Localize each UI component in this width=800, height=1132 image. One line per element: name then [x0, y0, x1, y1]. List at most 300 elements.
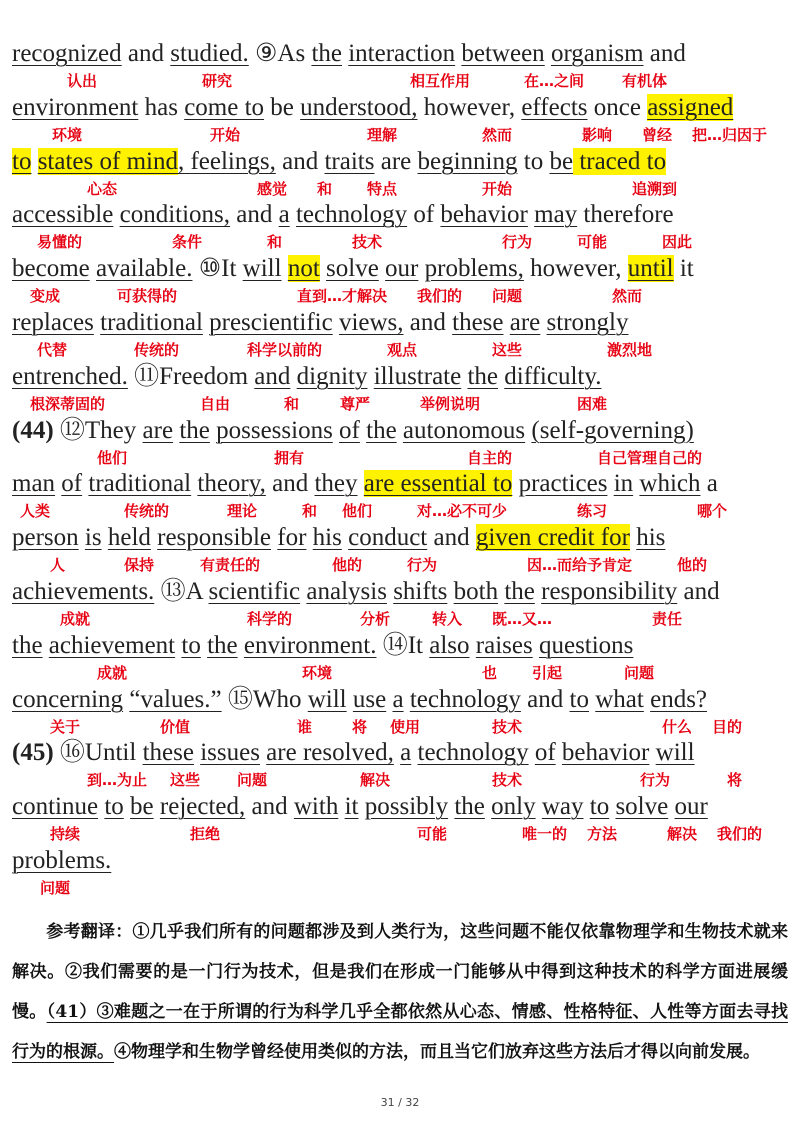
word: traits [324, 147, 375, 175]
word: to [589, 793, 610, 821]
word: his [312, 524, 342, 552]
passage-line [12, 791, 792, 845]
word: ⑩It [192, 255, 243, 283]
gloss-label: 自由 [200, 394, 231, 413]
word: they [314, 470, 358, 498]
word: shifts [393, 578, 448, 605]
gloss-label: 环境 [52, 125, 83, 144]
word: and [520, 685, 570, 713]
gloss-label: 科学的 [247, 610, 293, 628]
gloss-label: 我们的 [717, 825, 763, 844]
gloss-label: 问题 [624, 663, 655, 682]
chinese-gloss-row [12, 662, 800, 682]
gloss-label: 困难 [577, 394, 608, 413]
word: “values.” [129, 685, 222, 713]
word: of [534, 739, 556, 767]
word: only [491, 793, 536, 821]
gloss-label: 环境 [302, 663, 333, 682]
gloss-label: 问题 [40, 879, 71, 897]
gloss-label: 观点 [387, 341, 418, 359]
chinese-gloss-row [12, 877, 800, 897]
word: raises [475, 631, 533, 659]
word: technology [409, 685, 521, 713]
passage-line [12, 253, 792, 307]
translation-part-2-underlined: （41）③难题之一在于所谓的行为科学几乎全都依然从心态、情感、性格特征、人性等方面去寻找行为的根源。 [12, 1002, 789, 1062]
gloss-label: 转入 [432, 610, 463, 628]
word: to [517, 147, 550, 175]
word: may [534, 201, 578, 229]
word: our [674, 793, 708, 821]
chinese-gloss-row [12, 716, 800, 736]
english-text [12, 576, 720, 608]
word: replaces [12, 309, 94, 336]
word: of [339, 416, 360, 444]
word: to [569, 685, 589, 713]
gloss-label: 解决 [360, 771, 391, 790]
english-text [12, 791, 708, 823]
word: (self-governing) [531, 416, 694, 444]
word: once [587, 93, 648, 121]
word: and [403, 309, 453, 336]
gloss-label: 成就 [60, 610, 91, 628]
word: and [121, 40, 171, 67]
word: behavior [440, 201, 528, 229]
passage-line [12, 199, 792, 253]
gloss-label: 问题 [492, 287, 523, 306]
chinese-gloss-row [12, 285, 800, 305]
english-text [12, 522, 665, 554]
word: (44) [12, 416, 54, 444]
passage-line [12, 415, 792, 469]
word: between [461, 40, 545, 67]
word: and [643, 40, 686, 67]
word: environment. [243, 631, 377, 659]
chinese-gloss-row [12, 554, 800, 574]
word: issues [200, 739, 260, 767]
gloss-label: 技术 [492, 771, 523, 790]
gloss-label: 可能 [417, 825, 448, 844]
highlighted-phrase: are essential to [363, 470, 513, 498]
word: therefore [577, 201, 674, 229]
word: accessible [12, 201, 114, 229]
word: prescientific [209, 309, 333, 336]
word: will [655, 739, 695, 767]
gloss-label: 把…归因于 [692, 125, 768, 144]
word: will [242, 255, 282, 283]
passage-line [12, 468, 792, 522]
word: practices [518, 470, 608, 498]
passage-line [12, 737, 792, 791]
gloss-label: 他们 [97, 448, 128, 467]
word: views, [338, 309, 404, 336]
gloss-label: 激烈地 [607, 341, 653, 359]
gloss-label: 行为 [502, 233, 533, 252]
word: are [374, 147, 418, 175]
passage-line [12, 307, 792, 361]
chinese-gloss-row [12, 393, 800, 413]
word: his [636, 524, 666, 552]
word: will [307, 685, 347, 713]
gloss-label: 将 [727, 771, 743, 790]
word: man [12, 470, 56, 498]
word: (45) [12, 739, 54, 767]
word: achievement [48, 631, 176, 659]
word: and [245, 793, 294, 821]
word: which [639, 470, 701, 498]
word: a [700, 470, 718, 498]
word: and [230, 201, 279, 229]
passage-line [12, 92, 792, 146]
english-text [12, 845, 111, 877]
gloss-label: 因此 [662, 233, 693, 252]
word: however, [523, 255, 628, 283]
gloss-label: 因…而给予肯定 [527, 556, 633, 575]
english-text [12, 737, 695, 769]
word: problems, [424, 255, 524, 283]
word: scientific [208, 578, 301, 605]
gloss-label: 易懂的 [37, 233, 83, 252]
word: recognized [12, 40, 122, 67]
passage-line [12, 146, 792, 200]
gloss-label: 既…又… [492, 610, 553, 628]
translation-part-3: ④物理学和生物学曾经使用类似的方法，而且当它们放弃这些方法后才得以向前发展。 [114, 1042, 760, 1062]
word: ⑫They [53, 416, 143, 444]
gloss-label: 目的 [712, 717, 743, 736]
word: come to [184, 93, 265, 121]
gloss-label: 练习 [577, 502, 608, 521]
passage-line [12, 845, 792, 899]
chinese-gloss-row [12, 178, 800, 198]
gloss-label: 特点 [367, 179, 398, 198]
gloss-label: 技术 [492, 717, 523, 736]
gloss-label: 他的 [677, 556, 708, 575]
chinese-gloss-row [12, 70, 800, 90]
word: are [509, 309, 541, 336]
chinese-gloss-row [12, 231, 800, 251]
word: it [344, 793, 359, 821]
gloss-label: 技术 [352, 233, 383, 252]
word: solve [326, 255, 379, 283]
gloss-label: 条件 [172, 233, 203, 252]
word: are [142, 416, 174, 444]
word: has [138, 93, 185, 121]
chinese-gloss-row [12, 339, 800, 359]
gloss-label: 开始 [482, 179, 513, 198]
english-text [12, 199, 674, 231]
word: traditional [100, 309, 203, 336]
word: and [265, 470, 315, 498]
word: possessions [216, 416, 333, 444]
word: to [181, 631, 201, 659]
gloss-label: 方法 [587, 825, 618, 844]
word: a [392, 685, 404, 713]
word: responsible [157, 524, 272, 552]
word: and [254, 362, 291, 390]
gloss-label: 研究 [202, 72, 233, 90]
word: behavior [561, 739, 650, 767]
passage-line [12, 522, 792, 576]
word: the [179, 416, 210, 444]
word: feelings, [190, 147, 276, 175]
english-text [12, 361, 601, 393]
passage-line [12, 576, 792, 630]
gloss-label: 直到…才解决 [297, 287, 388, 306]
gloss-label: 责任 [652, 610, 683, 628]
chinese-gloss-row [12, 124, 800, 144]
word: interaction [348, 40, 456, 67]
word: be [264, 93, 301, 121]
gloss-label: 成就 [97, 663, 128, 682]
gloss-label: 尊严 [340, 394, 371, 413]
page-number: 31 / 32 [380, 1096, 420, 1109]
gloss-label: 然而 [482, 125, 513, 144]
gloss-label: 自己管理自己的 [597, 448, 703, 467]
gloss-label: 理解 [367, 125, 398, 144]
gloss-label: 有机体 [622, 72, 668, 90]
word: the [504, 578, 535, 605]
word: a [278, 201, 290, 229]
word: held [107, 524, 151, 552]
gloss-label: 谁 [297, 717, 313, 736]
word: it [673, 255, 694, 283]
gloss-label: 和 [284, 394, 300, 413]
gloss-label: 行为 [640, 771, 671, 790]
gloss-label: 根深蒂固的 [30, 394, 106, 413]
word: traditional [88, 470, 192, 498]
word: a [400, 739, 412, 767]
word: problems. [12, 847, 112, 874]
gloss-label: 可获得的 [117, 287, 178, 306]
reference-translation [12, 912, 788, 1072]
gloss-label: 可能 [577, 233, 608, 252]
gloss-label: 举例说明 [420, 394, 481, 413]
word: ⑪Freedom [127, 362, 255, 390]
word: both [453, 578, 499, 605]
english-text [12, 253, 694, 285]
word: these [142, 739, 194, 767]
gloss-label: 分析 [360, 610, 391, 628]
word: become [12, 255, 90, 283]
word: studied. [170, 40, 249, 67]
gloss-label: 行为 [407, 556, 438, 575]
word: difficulty. [504, 362, 602, 390]
english-text [12, 38, 686, 70]
word: way [541, 793, 584, 821]
gloss-label: 曾经 [642, 125, 673, 144]
english-text [12, 415, 694, 447]
word: the [12, 631, 43, 659]
word: organism [550, 40, 644, 67]
highlighted-phrase: states of mind [37, 147, 178, 175]
gloss-label: 科学以前的 [247, 341, 323, 359]
word: and [677, 578, 720, 605]
highlighted-phrase: given credit for [475, 524, 630, 552]
word: the [311, 40, 342, 67]
gloss-label: 相互作用 [410, 72, 471, 90]
word: environment [12, 93, 139, 121]
word: use [352, 685, 387, 713]
gloss-label: 传统的 [124, 502, 170, 521]
word [358, 470, 364, 497]
gloss-label: 这些 [492, 341, 523, 359]
gloss-label: 人 [50, 556, 66, 575]
word: solve [615, 793, 669, 821]
gloss-label: 和 [317, 179, 333, 198]
gloss-label: 变成 [30, 287, 61, 306]
word: ⑯Until [53, 739, 143, 767]
word: ends? [650, 685, 708, 713]
passage-line [12, 630, 792, 684]
word: the [467, 362, 499, 390]
english-text [12, 92, 733, 124]
word: ⑮Who [221, 685, 308, 713]
gloss-label: 认出 [67, 72, 98, 90]
gloss-label: 我们的 [417, 287, 463, 306]
word: , [177, 147, 191, 175]
gloss-label: 代替 [37, 341, 68, 359]
word: rejected, [159, 793, 246, 821]
word: responsibility [541, 578, 678, 605]
gloss-label: 哪个 [697, 502, 728, 521]
word: theory, [197, 470, 266, 498]
word: these [452, 309, 504, 336]
gloss-label: 人类 [20, 502, 51, 521]
gloss-label: 在…之间 [524, 72, 585, 90]
word: the [207, 631, 238, 659]
gloss-label: 解决 [667, 825, 698, 844]
word: person [12, 524, 79, 552]
word: achievements. [12, 578, 155, 605]
gloss-label: 他的 [332, 556, 363, 575]
gloss-label: 自主的 [467, 448, 513, 467]
word: with [293, 793, 339, 821]
word: entrenched. [12, 362, 128, 390]
highlighted-phrase: to [12, 147, 32, 175]
word: conduct [348, 524, 428, 552]
word: conditions, [119, 201, 231, 229]
gloss-label: 关于 [50, 717, 81, 736]
word: available. [95, 255, 193, 283]
gloss-label: 和 [302, 502, 318, 521]
word: of [407, 201, 441, 229]
word: the [454, 793, 485, 821]
gloss-label: 对…必不可少 [417, 502, 508, 521]
word: our [385, 255, 419, 283]
gloss-label: 他们 [342, 502, 373, 521]
chinese-gloss-row [12, 447, 800, 467]
word: ⑨As [248, 40, 312, 67]
word: ⑬A [154, 578, 209, 605]
word: technology [295, 201, 408, 229]
chinese-gloss-row [12, 608, 800, 628]
gloss-label: 什么 [662, 717, 693, 736]
gloss-label: 这些 [170, 771, 201, 790]
word: to [104, 793, 124, 821]
word: what [595, 685, 644, 713]
word: the [366, 416, 397, 444]
highlighted-phrase: until [627, 255, 674, 283]
word: be [130, 793, 154, 821]
passage-line [12, 38, 792, 92]
word: of [61, 470, 83, 498]
english-text [12, 684, 707, 716]
gloss-label: 理论 [227, 502, 258, 521]
word: are resolved, [266, 739, 394, 767]
gloss-label: 保持 [124, 556, 155, 575]
word: for [277, 524, 307, 552]
translation-part-1: 参考翻译：①几乎我们所有的问题都涉及到人类行为，这些问题不能仅依靠物理学和生物技术就来解决。②我们需要的是一门行为技术，但是我们在形成一门能够从中得到这种技术的科学方面进展缓慢。 [12, 922, 788, 1022]
word: in [613, 470, 634, 498]
gloss-label: 持续 [50, 825, 81, 844]
word: effects [521, 93, 588, 121]
gloss-label: 感觉 [257, 179, 288, 198]
gloss-label: 也 [482, 663, 498, 682]
chinese-gloss-row [12, 769, 800, 789]
word: analysis [306, 578, 387, 605]
chinese-gloss-row [12, 500, 800, 520]
gloss-label: 到…为止 [87, 771, 148, 790]
passage-line [12, 361, 792, 415]
word: and [427, 524, 476, 552]
gloss-label: 拒绝 [190, 825, 221, 844]
gloss-label: 价值 [160, 717, 191, 736]
passage-line [12, 684, 792, 738]
gloss-label: 将 [352, 717, 368, 736]
gloss-label: 有责任的 [200, 556, 261, 575]
word: is [84, 524, 102, 552]
chinese-gloss-row [12, 823, 800, 843]
english-text [12, 146, 666, 178]
word: questions [538, 631, 634, 659]
word: strongly [546, 309, 629, 336]
highlighted-phrase: not [287, 255, 320, 283]
english-text [12, 630, 633, 662]
word: concerning [12, 685, 124, 713]
gloss-label: 然而 [612, 287, 643, 306]
word: beginning [417, 147, 518, 175]
gloss-label: 开始 [210, 125, 241, 144]
word [31, 148, 37, 175]
word: ⑭It [376, 631, 430, 659]
word: technology [417, 739, 529, 767]
word: continue [12, 793, 99, 821]
english-text [12, 468, 718, 500]
word: autonomous [402, 416, 526, 444]
gloss-label: 引起 [532, 663, 563, 682]
highlighted-phrase: traced to [573, 147, 667, 175]
gloss-label: 心态 [87, 179, 118, 198]
gloss-label: 唯一的 [522, 825, 568, 844]
gloss-label: 追溯到 [632, 179, 678, 198]
word: dignity [296, 362, 368, 390]
gloss-label: 问题 [237, 771, 268, 790]
gloss-label: 和 [267, 233, 283, 252]
word: be [549, 147, 574, 175]
gloss-label: 使用 [390, 717, 421, 736]
gloss-label: 拥有 [274, 448, 305, 467]
word: illustrate [373, 362, 462, 390]
english-text [12, 307, 629, 339]
word: possibly [364, 793, 449, 821]
gloss-label: 传统的 [134, 341, 180, 359]
word: and [275, 147, 325, 175]
word: also [429, 631, 470, 659]
highlighted-phrase: assigned [647, 93, 734, 121]
gloss-label: 影响 [582, 125, 613, 144]
word: however, [417, 93, 522, 121]
word: understood, [300, 93, 418, 121]
word [282, 255, 288, 282]
